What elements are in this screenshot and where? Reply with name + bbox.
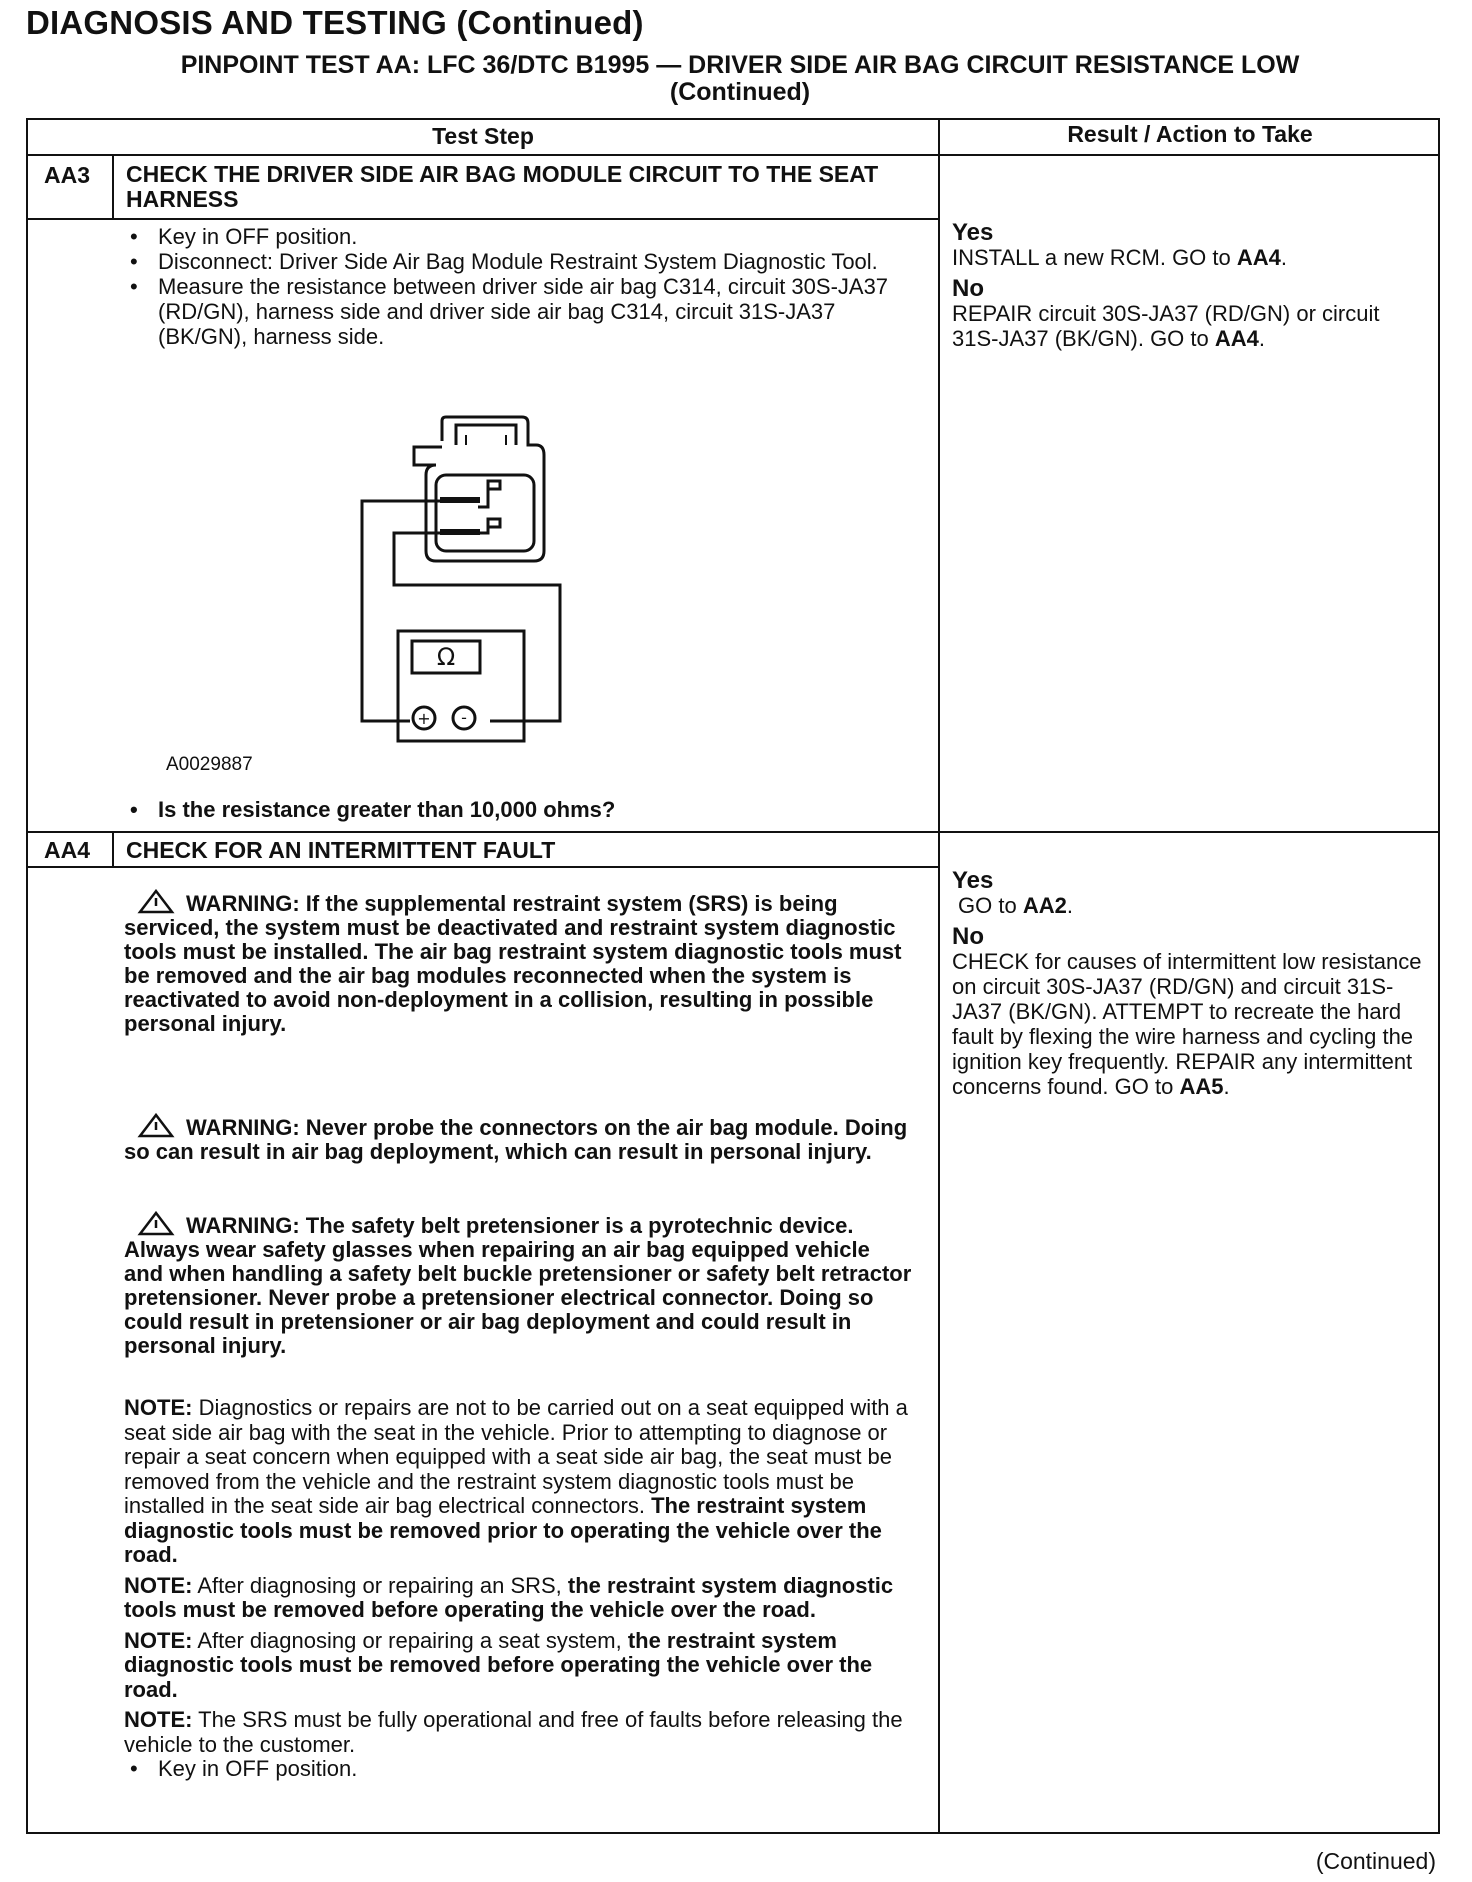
- warning-triangle-icon: [136, 888, 176, 914]
- aa4-yes-label: Yes: [952, 867, 994, 894]
- note-2: [124, 1574, 914, 1623]
- pinpoint-test-title: [90, 52, 1390, 106]
- warning-triangle-icon: [136, 1210, 176, 1236]
- aa3-yes-text: INSTALL a new RCM. GO to: [952, 245, 1231, 270]
- note-4-text: The SRS must be fully operational and free of faults before releasing the vehicle to the customer.: [124, 1707, 903, 1757]
- warning-triangle-icon: [136, 1112, 176, 1138]
- aa4-no-action: CHECK for causes of intermittent low resistance on circuit 30S-JA37 (RD/GN) and circuit 31S-JA37 (BK/GN). ATTEMPT to recreate the hard fault by flexing the wire harness and cycling the ignition key frequently. REPAIR any intermittent concerns found. GO to AA5.: [952, 949, 1422, 1099]
- note-3-bold-text: the restraint system diagnostic tools must be removed before operating the vehicle over the road.: [124, 1627, 873, 1702]
- col-test-step-header: Test Step: [432, 123, 534, 149]
- aa3-yes-action: INSTALL a new RCM. GO to AA4.: [952, 245, 1288, 270]
- aa3-step-id: AA3: [44, 162, 91, 188]
- column-divider: [938, 118, 940, 1834]
- warning-1-text: WARNING: If the supplemental restraint system (SRS) is being serviced, the system must be deactivated and restraint system diagnostic tools must be installed. The air bag restraint system diagnostic tools must be removed and the air bag modules reconnected when the system is reactivated to avoid non-deployment in a collision, resulting in possible personal injury.: [124, 891, 902, 1036]
- note-1-text: Diagnostics or repairs are not to be carried out on a seat equipped with a seat side air bag with the seat in the vehicle. Prior to attempting to diagnose or repair a seat concern when equipped with a seat side air bag, the seat must be removed from the vehicle and the restraint system diagnostic tools must be installed in the seat side air bag electrical connectors.: [124, 1395, 908, 1518]
- note-3: [124, 1629, 914, 1703]
- plus-sign: +: [417, 709, 431, 728]
- note-3-text: After diagnosing or repairing a seat system,: [197, 1627, 622, 1653]
- warning-2-text: WARNING: Never probe the connectors on the air bag module. Doing so can result in air bag deployment, which can result in personal injury.: [124, 1115, 908, 1164]
- aa3-no-text: REPAIR circuit 30S-JA37 (RD/GN) or circuit 31S-JA37 (BK/GN). GO to: [952, 301, 1380, 351]
- aa3-results: [952, 220, 1422, 351]
- connector-inner-face: [436, 475, 534, 551]
- aa3-no-action: REPAIR circuit 30S-JA37 (RD/GN) or circuit 31S-JA37 (BK/GN). GO to AA4.: [952, 301, 1380, 351]
- note-2-label: NOTE:: [124, 1572, 193, 1598]
- aa4-id-divider: [112, 831, 114, 867]
- aa3-no-ref: AA4: [1214, 326, 1259, 351]
- ohm-symbol: Ω: [436, 643, 456, 671]
- aa4-title-rule: [26, 866, 939, 868]
- aa4-step-list: [120, 1757, 914, 1782]
- aa3-yes-label: Yes: [952, 219, 994, 246]
- continued-footer: (Continued): [1315, 1848, 1436, 1874]
- row-separator: [26, 831, 1440, 833]
- figure-id: A0029887: [166, 754, 253, 775]
- aa3-question: • Is the resistance greater than 10,000 ohms?: [120, 797, 920, 822]
- aa4-step-title: CHECK FOR AN INTERMITTENT FAULT: [126, 837, 556, 863]
- aa3-no-label: No: [952, 275, 984, 302]
- connector-outline: [414, 417, 544, 561]
- aa4-notes: [124, 1396, 914, 1782]
- note-2-text: After diagnosing or repairing an SRS,: [197, 1572, 562, 1598]
- aa3-step-2: • Disconnect: Driver Side Air Bag Module Restraint System Diagnostic Tool.: [120, 249, 920, 274]
- aa4-no-label: No: [952, 923, 984, 950]
- aa3-step-3: • Measure the resistance between driver side air bag C314, circuit 30S-JA37 (RD/GN), harness side and driver side air bag C314, circuit 31S-JA37 (BK/GN), harness side.: [120, 274, 920, 349]
- minus-sign: -: [461, 708, 467, 727]
- aa3-title-rule: [26, 218, 939, 220]
- aa4-no-text: CHECK for causes of intermittent low resistance on circuit 30S-JA37 (RD/GN) and circuit 31S-JA37 (BK/GN). ATTEMPT to recreate the hard fault by flexing the wire harness and cycling the ignition key frequently. REPAIR any intermittent concerns found. GO to: [952, 949, 1422, 1099]
- aa3-yes-ref: AA4: [1236, 245, 1281, 270]
- aa4-warning-1: [124, 888, 914, 1036]
- note-4: [124, 1708, 914, 1757]
- terminal-upper: [478, 481, 500, 507]
- terminal-lower: [478, 519, 500, 533]
- note-1-bold-text: The restraint system diagnostic tools must be removed prior to operating the vehicle over the road.: [124, 1493, 882, 1567]
- aa4-warning-3: [124, 1210, 914, 1358]
- aa3-step-1: • Key in OFF position.: [120, 224, 920, 249]
- pinpoint-title-line1: PINPOINT TEST AA: LFC 36/DTC B1995 — DRIVER SIDE AIR BAG CIRCUIT RESISTANCE LOW: [180, 51, 1300, 79]
- pinpoint-title-line2: (Continued): [669, 78, 811, 106]
- note-4-label: NOTE:: [124, 1707, 193, 1732]
- aa4-step-1: • Key in OFF position.: [120, 1757, 914, 1782]
- aa3-step-list: [120, 224, 920, 349]
- aa4-warning-2: [124, 1112, 914, 1164]
- aa4-yes-action: GO to AA2.: [958, 893, 1073, 918]
- aa4-yes-ref: AA2: [1022, 893, 1067, 918]
- aa4-no-ref: AA5: [1179, 1074, 1224, 1099]
- note-2-bold-text: the restraint system diagnostic tools must be removed before operating the vehicle over the road.: [124, 1572, 894, 1622]
- header-rule: [26, 154, 1440, 156]
- aa4-step-id: AA4: [44, 837, 91, 863]
- aa3-id-divider: [112, 154, 114, 218]
- note-3-label: NOTE:: [124, 1627, 193, 1653]
- resistance-measurement-diagram: [330, 415, 590, 755]
- aa3-step-title: CHECK THE DRIVER SIDE AIR BAG MODULE CIRCUIT TO THE SEAT HARNESS: [126, 161, 879, 212]
- col-result-header: Result / Action to Take: [1067, 121, 1313, 147]
- page-title: DIAGNOSIS AND TESTING (Continued): [26, 4, 644, 41]
- warning-3-text: WARNING: The safety belt pretensioner is a pyrotechnic device. Always wear safety glasses when repairing an air bag equipped vehicle and when handling a safety belt buckle pretensioner or safety belt retractor pretensioner. Never probe a pretensioner electrical connector. Doing so could result in pretensioner or air bag deployment and could result in personal injury.: [124, 1213, 912, 1358]
- aa3-question-list: [120, 797, 920, 822]
- aa4-yes-text: GO to: [958, 893, 1017, 918]
- note-1-label: NOTE:: [124, 1395, 193, 1420]
- aa4-results: [952, 868, 1428, 1099]
- note-1: [124, 1396, 914, 1568]
